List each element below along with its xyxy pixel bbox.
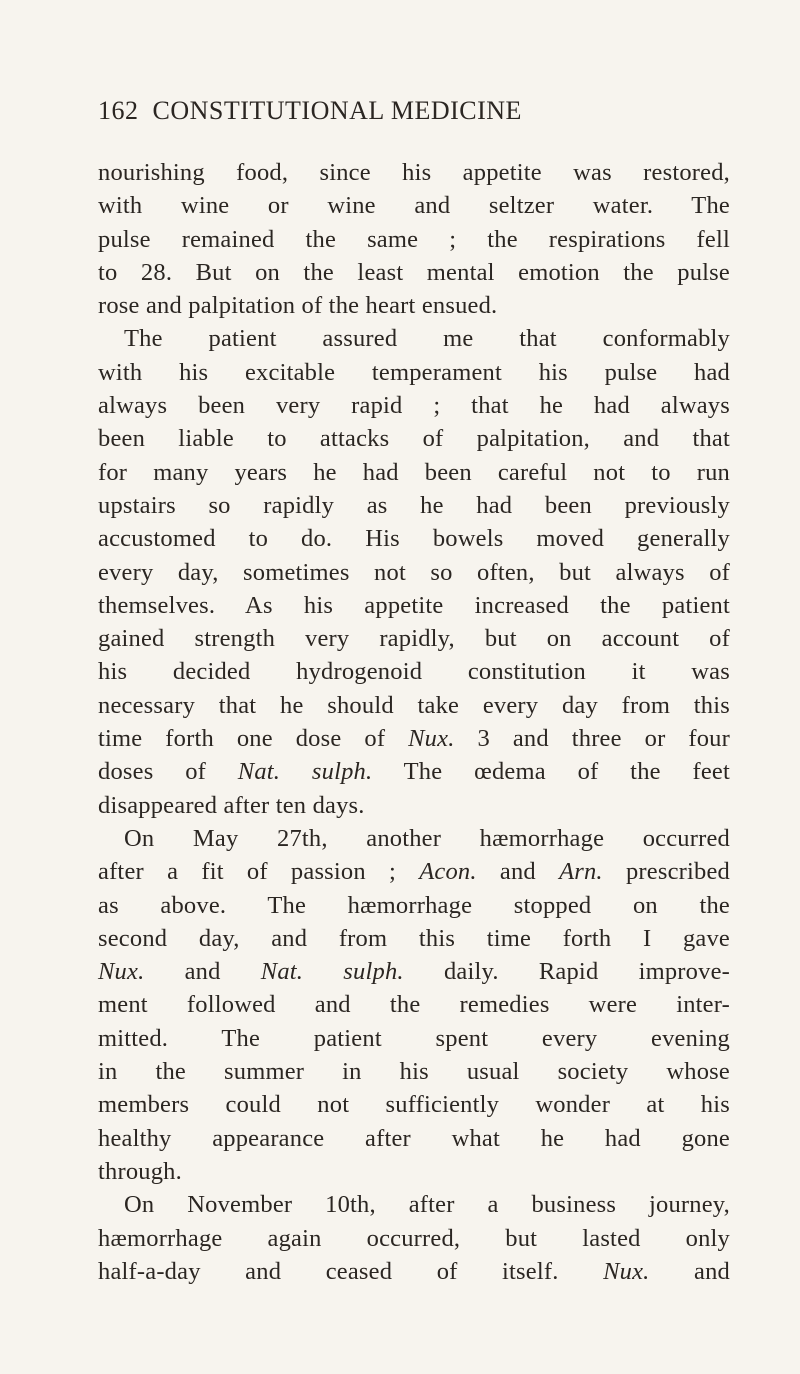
text-segment: necessary that he should take every day from this: [98, 691, 730, 719]
text-segment: ment followed and the remedies were inter-: [98, 991, 730, 1019]
text-line: [98, 356, 730, 389]
text-line: [98, 955, 730, 988]
italic-remedy-name: Nux.: [98, 958, 145, 986]
text-line: [98, 256, 730, 289]
page-number: 162: [98, 96, 139, 125]
text-line: [98, 1255, 730, 1288]
text-line: [98, 156, 730, 189]
text-segment: and: [144, 958, 261, 986]
text-segment: upstairs so rapidly as he had been previously: [98, 491, 730, 519]
text-segment: doses of: [98, 758, 238, 786]
text-line: [98, 922, 730, 955]
text-line: [98, 189, 730, 222]
italic-remedy-name: Nux.: [408, 725, 455, 753]
text-segment: been liable to attacks of palpitation, and that: [98, 425, 730, 453]
text-line: [98, 1022, 730, 1055]
text-segment: pulse remained the same ; the respirations fell: [98, 225, 730, 253]
text-line: [98, 456, 730, 489]
text-segment: every day, sometimes not so often, but always of: [98, 558, 730, 586]
text-line: [98, 689, 730, 722]
text-line: [98, 489, 730, 522]
text-segment: accustomed to do. His bowels moved generally: [98, 525, 730, 553]
text-segment: The patient assured me that conformably: [124, 325, 730, 353]
text-segment: mitted. The patient spent every evening: [98, 1024, 730, 1052]
text-line: [98, 1122, 730, 1155]
italic-remedy-name: Nat. sulph.: [260, 958, 404, 986]
italic-remedy-name: Arn.: [559, 858, 603, 886]
book-page: [98, 96, 730, 1288]
text-segment: On May 27th, another hæmorrhage occurred: [124, 824, 730, 852]
text-segment: with wine or wine and seltzer water. The: [98, 192, 730, 220]
running-title: CONSTITUTIONAL MEDICINE: [152, 96, 522, 125]
text-segment: disappeared after ten days.: [98, 791, 365, 819]
text-line: [98, 822, 730, 855]
text-line: [98, 522, 730, 555]
text-segment: half-a-day and ceased of itself.: [98, 1257, 604, 1285]
text-segment: with his excitable temperament his pulse had: [98, 358, 730, 386]
text-segment: gained strength very rapidly, but on account of: [98, 625, 730, 653]
text-segment: daily. Rapid improve-: [403, 958, 730, 986]
text-segment: members could not sufficiently wonder at his: [98, 1091, 730, 1119]
text-segment: for many years he had been careful not to run: [98, 458, 730, 486]
running-header: [98, 96, 730, 126]
text-line: [98, 389, 730, 422]
italic-remedy-name: Nux.: [603, 1257, 650, 1285]
text-line: [98, 789, 730, 822]
text-segment: in the summer in his usual society whose: [98, 1058, 730, 1086]
text-line: [98, 988, 730, 1021]
text-segment: second day, and from this time forth I gave: [98, 924, 730, 952]
text-segment: themselves. As his appetite increased the patient: [98, 591, 730, 619]
text-segment: hæmorrhage again occurred, but lasted only: [98, 1224, 730, 1252]
text-line: [98, 1088, 730, 1121]
text-line: [98, 289, 730, 322]
text-line: [98, 223, 730, 256]
text-line: [98, 1055, 730, 1088]
text-segment: as above. The hæmorrhage stopped on the: [98, 891, 730, 919]
text-segment: to 28. But on the least mental emotion the pulse: [98, 258, 730, 286]
text-segment: time forth one dose of: [98, 725, 409, 753]
text-segment: nourishing food, since his appetite was restored,: [98, 159, 730, 186]
text-line: [98, 589, 730, 622]
text-segment: his decided hydrogenoid constitution it was: [98, 658, 730, 686]
text-line: [98, 622, 730, 655]
text-line: [98, 855, 730, 888]
text-line: [98, 322, 730, 355]
body-text: [98, 156, 730, 1288]
italic-remedy-name: Nat. sulph.: [237, 758, 373, 786]
text-line: [98, 556, 730, 589]
text-segment: through.: [98, 1157, 182, 1185]
text-line: [98, 1222, 730, 1255]
text-segment: after a fit of passion ;: [98, 858, 420, 886]
text-line: [98, 1155, 730, 1188]
text-segment: On November 10th, after a business journey,: [124, 1191, 730, 1219]
text-segment: 3 and three or four: [454, 725, 730, 753]
text-segment: and: [649, 1257, 730, 1285]
text-segment: The œdema of the feet: [372, 758, 730, 786]
italic-remedy-name: Acon.: [419, 858, 477, 886]
text-segment: and: [476, 858, 560, 886]
text-segment: always been very rapid ; that he had always: [98, 392, 730, 420]
text-line: [98, 422, 730, 455]
text-line: [98, 889, 730, 922]
text-segment: prescribed: [602, 858, 730, 886]
text-line: [98, 655, 730, 688]
text-line: [98, 755, 730, 788]
text-line: [98, 722, 730, 755]
text-line: [98, 1188, 730, 1221]
text-segment: healthy appearance after what he had gone: [98, 1124, 730, 1152]
text-segment: rose and palpitation of the heart ensued.: [98, 292, 498, 320]
